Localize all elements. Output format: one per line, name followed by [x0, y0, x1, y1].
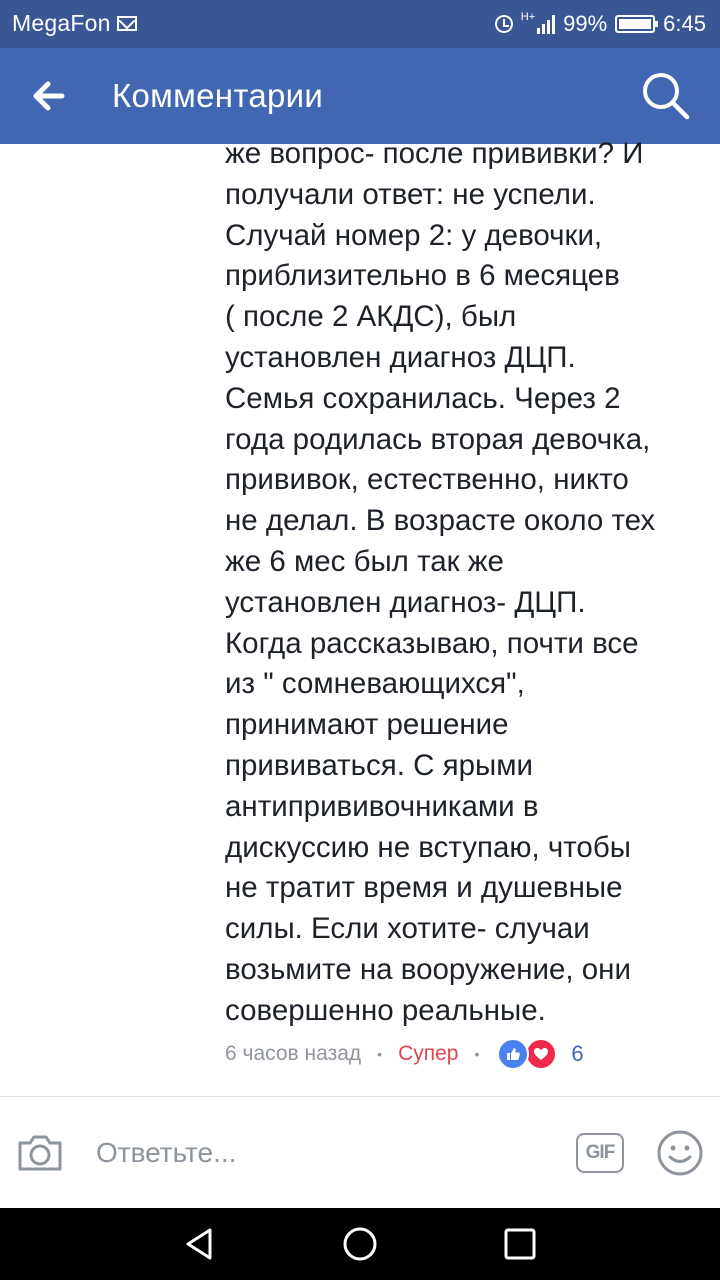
like-button[interactable]: Супер: [398, 1042, 459, 1065]
page-title: Комментарии: [112, 77, 324, 114]
mail-notification-icon: [117, 16, 137, 31]
back-button[interactable]: [28, 76, 78, 116]
emoji-button[interactable]: [656, 1129, 704, 1177]
meta-separator: •: [474, 1046, 480, 1062]
meta-separator: •: [377, 1046, 383, 1062]
reply-input[interactable]: [96, 1133, 536, 1173]
clock: 6:45: [663, 11, 706, 36]
thumbs-up-icon: [497, 1038, 529, 1070]
emoji-icon: [656, 1129, 704, 1177]
reactions-summary[interactable]: [497, 1038, 583, 1070]
battery-icon: [615, 15, 655, 33]
nav-back-button[interactable]: [182, 1226, 218, 1262]
status-indicators: [495, 10, 706, 38]
comment-timestamp: 6 часов назад: [225, 1042, 362, 1065]
carrier-name: MegaFon: [12, 10, 111, 36]
nav-home-button[interactable]: [342, 1226, 378, 1262]
signal-icon: [537, 14, 555, 34]
alarm-icon: [495, 15, 513, 33]
circle-home-icon: [342, 1226, 378, 1262]
nav-recents-button[interactable]: [502, 1226, 538, 1262]
gif-button[interactable]: GIF: [576, 1133, 624, 1173]
search-button[interactable]: [640, 70, 692, 122]
status-bar: [0, 0, 720, 48]
network-type: H+: [520, 11, 536, 23]
battery-percent: 99%: [563, 11, 608, 36]
search-icon: [640, 70, 692, 122]
reaction-count: 6: [571, 1041, 584, 1066]
heart-icon: [525, 1038, 557, 1070]
app-bar: [0, 48, 720, 144]
reply-composer: [0, 1097, 720, 1208]
camera-icon: [16, 1131, 64, 1173]
comment-body: же вопрос- после прививки? И получали ответ: не успели. Случай номер 2: у девочки, приблизительно в 6 месяцев ( после 2 АКДС), был установлен диагноз ДЦП. Семья сохранилась. Через 2 года родилась вторая девочка, прививок, естественно, никто не делал. В возрасте около тех же 6 мес был так же установлен диагноз- ДЦП. Когда рассказываю, почти все из " сомневающихся", принимают решение прививаться. С ярыми антипрививочниками в дискуссию не вступаю, чтобы не тратит время и душевные силы. Если хотите- случаи возьмите на вооружение, они совершенно реальные.: [225, 137, 656, 1027]
square-recents-icon: [502, 1226, 538, 1262]
system-navigation-bar: [0, 1208, 720, 1280]
triangle-back-icon: [182, 1226, 218, 1262]
camera-button[interactable]: [16, 1131, 64, 1173]
back-arrow-icon: [28, 76, 68, 116]
comment-meta: [225, 1034, 584, 1074]
